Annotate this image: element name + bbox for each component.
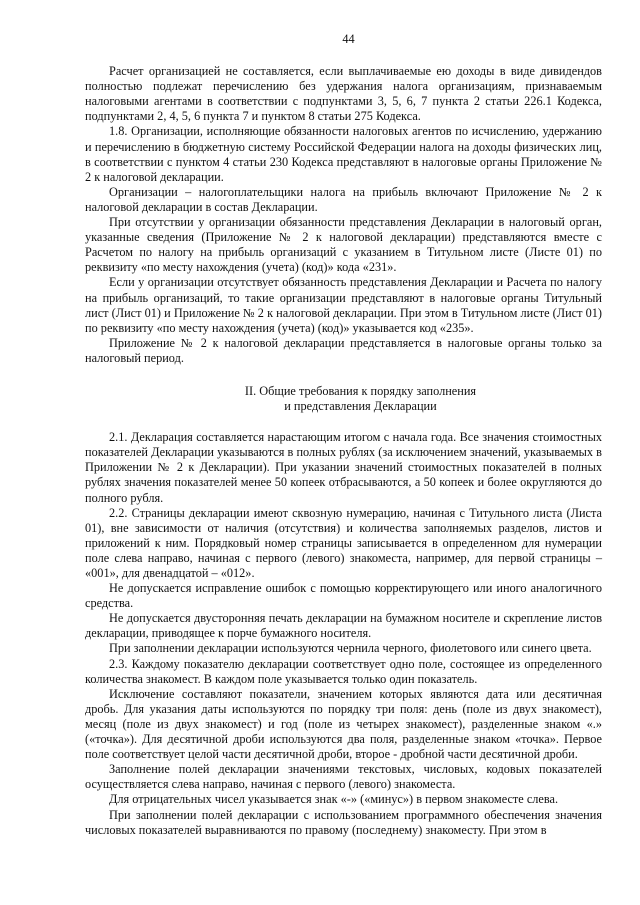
paragraph: 2.3. Каждому показателю декларации соответствует одно поле, состоящее из определенного количества знакомест. В каждом поле указывается только один показатель. — [85, 656, 602, 686]
section2-body — [85, 430, 602, 838]
page-number: 44 — [342, 32, 355, 46]
section1-body — [85, 64, 602, 366]
section-heading — [85, 384, 602, 414]
paragraph: Исключение составляют показатели, значением которых являются дата или десятичная дробь. Для указания даты используются по порядку три поля: день (поле из двух знакомест), месяц (поле из двух знакомест) и год (поле из четырех знакомест), разделенные знаком «.» («точка»). Для десятичной дроби используются два поля, разделенные знаком «точка». Первое поле соответствует целой части десятичной дроби, второе - дробной части десятичной дроби. — [85, 686, 602, 762]
paragraph: 1.8. Организации, исполняющие обязанности налоговых агентов по исчислению, удержанию и перечислению в бюджетную систему Российской Федерации налога на доходы физических лиц, в соответствии с пунктом 4 статьи 230 Кодекса представляют в налоговые органы Приложение № 2 к налоговой декларации. — [85, 124, 602, 184]
paragraph: 2.1. Декларация составляется нарастающим итогом с начала года. Все значения стоимостных показателей Декларации указываются в полных рублях (за исключением значений, указываемых в Приложении № 2 к Декларации). При указании значений стоимостных показателей в полных рублях значения показателей менее 50 копеек отбрасываются, а 50 копеек и более округляются до полного рубля. — [85, 430, 602, 505]
paragraph: Не допускается исправление ошибок с помощью корректирующего или иного аналогичного средства. — [85, 581, 602, 611]
paragraph: При отсутствии у организации обязанности представления Декларации в налоговый орган, указанные сведения (Приложение № 2 к налоговой декларации) представляются вместе с Расчетом по налогу на прибыль организаций с указанием в Титульном листе (Листе 01) по реквизиту «по месту нахождения (учета) (код)» кода «231». — [85, 215, 602, 275]
paragraph: Приложение № 2 к налоговой декларации представляется в налоговые органы только за налоговый период. — [85, 335, 602, 365]
paragraph: Для отрицательных чисел указывается знак «-» («минус») в первом знакоместе слева. — [109, 792, 559, 807]
paragraph: Заполнение полей декларации значениями текстовых, числовых, кодовых показателей осуществляется слева направо, начиная с первого (левого) знакоместа. — [85, 762, 602, 792]
paragraph: При заполнении декларации используются чернила черного, фиолетового или синего цвета. — [109, 641, 592, 656]
paragraph: Организации – налогоплательщики налога на прибыль включают Приложение № 2 к налоговой декларации в состав Декларации. — [85, 184, 602, 214]
section-heading-line2: и представления Декларации — [284, 399, 437, 414]
paragraph: Если у организации отсутствует обязанность представления Декларации и Расчета по налогу на прибыль организаций, то такие организации представляют в налоговые органы Титульный лист (Лист 01) и Приложение № 2 к налоговой декларации. При этом в Титульном листе (Лист 01) по реквизиту «по месту нахождения (учета) (код)» указывается код «235». — [85, 275, 602, 335]
paragraph: Расчет организацией не составляется, если выплачиваемые ею доходы в виде дивидендов полностью подлежат перечислению без удержания налога организациям, признаваемым налоговыми агентами в соответствии с подпунктами 3, 5, 6, 7 пункта 2 статьи 226.1 Кодекса, подпунктами 2, 4, 5, 6 пункта 7 и пунктом 8 статьи 275 Кодекса. — [85, 64, 602, 124]
paragraph: При заполнении полей декларации с использованием программного обеспечения значения числовых показателей выравниваются по правому (последнему) знакоместу. При этом в — [85, 807, 602, 837]
paragraph: 2.2. Страницы декларации имеют сквозную нумерацию, начиная с Титульного листа (Листа 01), вне зависимости от наличия (отсутствия) и количества заполняемых разделов, листов и приложений к ним. Порядковый номер страницы записывается в определенном для нумерации поле слева направо, начиная с первого (левого) знакоместа, например, для первой страницы – «001», для двенадцатой – «012». — [85, 505, 602, 580]
paragraph: Не допускается двусторонняя печать декларации на бумажном носителе и скрепление листов декларации, приводящее к порче бумажного носителя. — [85, 611, 602, 641]
section-heading-line1: II. Общие требования к порядку заполнения — [244, 383, 477, 398]
